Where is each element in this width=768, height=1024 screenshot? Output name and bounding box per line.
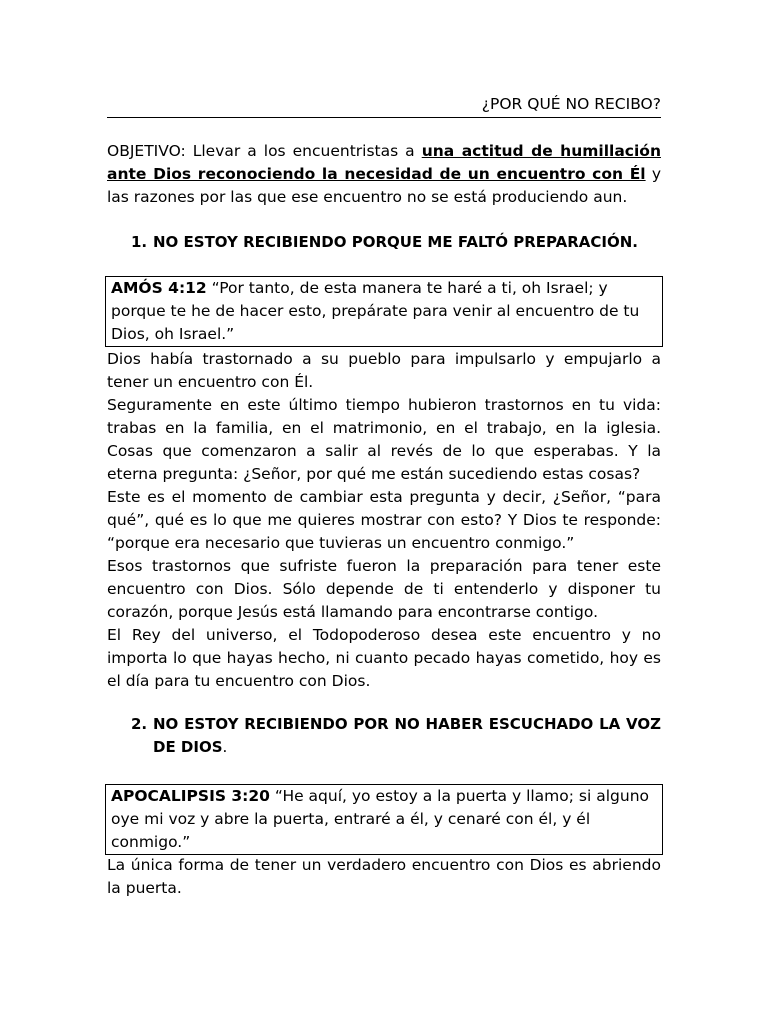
- section-2-heading: [131, 713, 661, 759]
- section-2-title: NO ESTOY RECIBIENDO POR NO HABER ESCUCHADO LA VOZ DE DIOS: [153, 715, 661, 756]
- objective-emphasis: una actitud de humillación ante Dios reconociendo la necesidad de un encuentro con Él: [107, 142, 661, 183]
- body-paragraph: Dios había trastornado a su pueblo para impulsarlo y empujarlo a tener un encuentro con Él.: [107, 350, 661, 391]
- verse-ref-amos: AMÓS 4:12: [111, 279, 207, 297]
- section-1-title: NO ESTOY RECIBIENDO PORQUE ME FALTÓ PREPARACIÓN.: [153, 233, 639, 251]
- body-paragraph: La única forma de tener un verdadero encuentro con Dios es abriendo la puerta.: [107, 856, 661, 897]
- section-2-title-end: .: [222, 738, 228, 756]
- body-paragraph: El Rey del universo, el Todopoderoso desea este encuentro y no importa lo que hayas hecho, ni cuanto pecado hayas cometido, hoy es el día para tu encuentro con Dios.: [107, 626, 661, 690]
- verse-text-amos: “Por tanto, de esta manera te haré a ti, oh Israel; y porque te he de hacer esto, prepárate para venir al encuentro de tu Dios, oh Israel.”: [111, 279, 640, 343]
- verse-box-amos: [105, 276, 663, 347]
- objective-suffix: y las razones por las que ese encuentro no se está produciendo aun.: [107, 165, 661, 206]
- verse-text-apocalipsis: “He aquí, yo estoy a la puerta y llamo; si alguno oye mi voz y abre la puerta, entraré a él, y cenaré con él, y él conmigo.”: [111, 787, 649, 851]
- verse-box-apocalipsis: [105, 784, 663, 855]
- header-title: ¿POR QUÉ NO RECIBO?: [481, 95, 661, 113]
- objective-prefix: OBJETIVO: Llevar a los encuentristas a: [107, 142, 415, 160]
- body-paragraph: Esos trastornos que sufriste fueron la preparación para tener este encuentro con Dios. Sólo depende de ti entenderlo y disponer tu corazón, porque Jesús está llamando para encontrarse contigo.: [107, 557, 661, 621]
- body-paragraph: Seguramente en este último tiempo hubieron trastornos en tu vida: trabas en la familia, en el matrimonio, en el trabajo, en la iglesia. Cosas que comenzaron a salir al revés de lo que esperabas. Y la eterna pregunta: ¿Señor, por qué me están sucediendo estas cosas?: [107, 396, 661, 483]
- objective-paragraph: [107, 140, 661, 209]
- section-2-body: [107, 854, 661, 900]
- page-header: [107, 94, 661, 118]
- body-paragraph: Este es el momento de cambiar esta pregunta y decir, ¿Señor, “para qué”, qué es lo que me quieres mostrar con esto? Y Dios te responde: “porque era necesario que tuvieras un encuentro conmigo.”: [107, 488, 661, 552]
- verse-ref-apocalipsis: APOCALIPSIS 3:20: [111, 787, 270, 805]
- section-2-number: 2.: [131, 715, 148, 733]
- section-1-body: [107, 348, 661, 693]
- section-1-heading: [131, 231, 661, 254]
- section-1-number: 1.: [131, 233, 148, 251]
